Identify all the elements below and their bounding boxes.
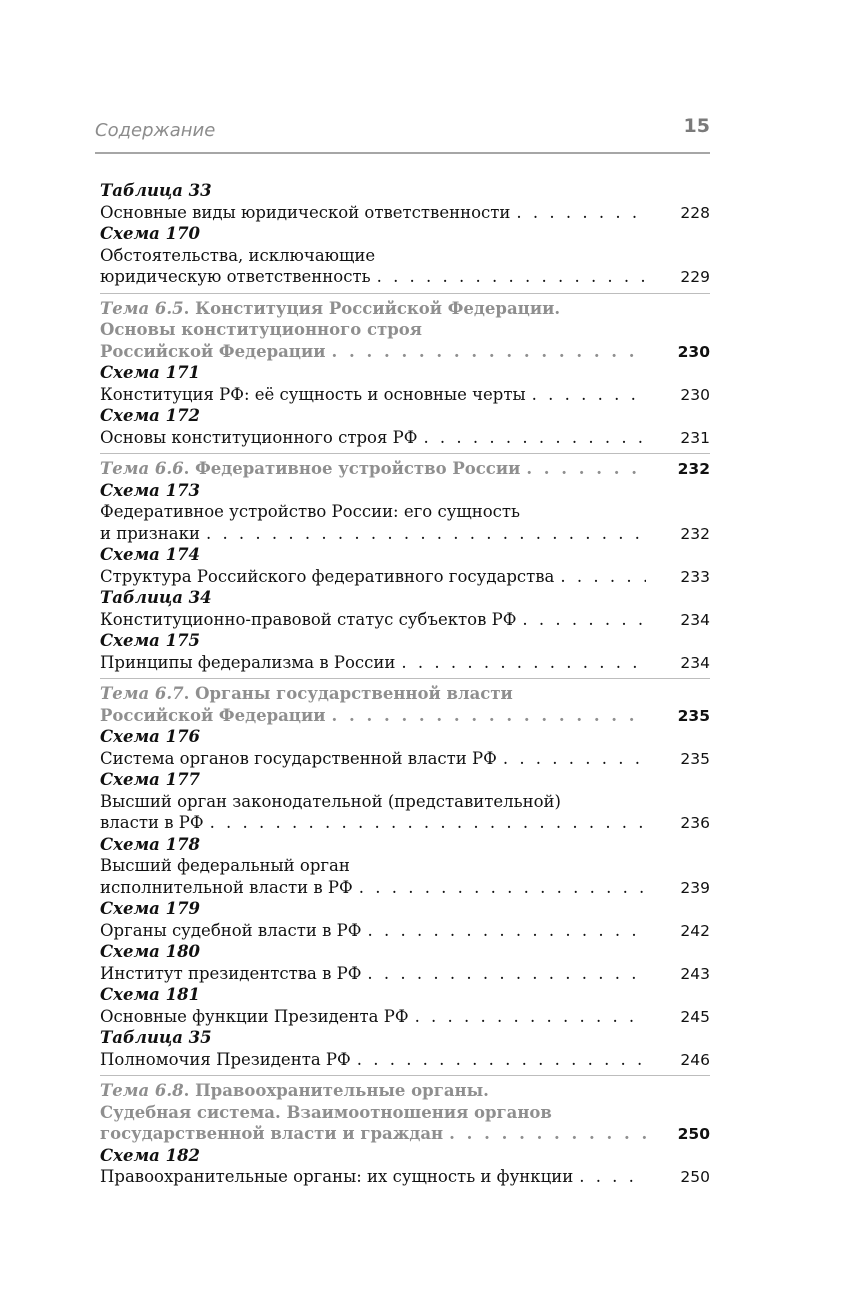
page-header bbox=[95, 112, 710, 154]
entry-page-number: 245 bbox=[680, 1007, 710, 1026]
topic-divider bbox=[100, 678, 710, 679]
running-title: Содержание bbox=[95, 120, 216, 141]
entry-title-line: юридическую ответственность bbox=[100, 267, 371, 286]
entry-page-number: 230 bbox=[680, 385, 710, 404]
toc-entry[interactable] bbox=[100, 941, 710, 984]
entry-title-line: и признаки bbox=[100, 523, 200, 543]
entry-title-line: . Правоохранительные органы. bbox=[183, 1081, 489, 1100]
toc-entry[interactable] bbox=[100, 769, 710, 834]
toc-entry[interactable] bbox=[100, 544, 710, 587]
leader-dots bbox=[401, 652, 646, 674]
leader-dots bbox=[367, 963, 646, 985]
leader-dots bbox=[331, 705, 646, 727]
table-of-contents bbox=[100, 180, 710, 1188]
leader-dots bbox=[423, 427, 646, 449]
entry-page-number: 229 bbox=[680, 268, 710, 286]
entry-label: Схема 181 bbox=[100, 985, 201, 1004]
entry-title-line: Система органов государственной власти РФ bbox=[100, 748, 497, 768]
topic-number: Тема 6.7 bbox=[100, 684, 184, 703]
leader-dots bbox=[532, 384, 646, 406]
entry-title-line: Конституция РФ: её сущность и основные черты bbox=[100, 384, 526, 404]
leader-dots bbox=[415, 1006, 646, 1028]
leader-dots bbox=[503, 748, 646, 770]
entry-label: Схема 177 bbox=[100, 770, 201, 789]
page-number: 15 bbox=[683, 115, 710, 137]
toc-entry[interactable] bbox=[100, 834, 710, 899]
toc-entry[interactable] bbox=[100, 1027, 710, 1070]
leader-dots bbox=[210, 812, 646, 834]
toc-entry[interactable] bbox=[100, 223, 710, 288]
toc-entry[interactable] bbox=[100, 587, 710, 630]
entry-label: Схема 172 bbox=[100, 406, 201, 425]
entry-title-line: Обстоятельства, исключающие bbox=[100, 245, 376, 265]
leader-dots bbox=[359, 877, 646, 899]
entry-label: Схема 171 bbox=[100, 363, 201, 382]
entry-label: Схема 174 bbox=[100, 545, 201, 564]
entry-title-line: Правоохранительные органы: их сущность и функции bbox=[100, 1167, 574, 1186]
entry-page-number: 235 bbox=[680, 749, 710, 768]
entry-title-line: Основные виды юридической ответственности bbox=[100, 202, 511, 222]
leader-dots bbox=[522, 609, 646, 631]
entry-label: Схема 173 bbox=[100, 480, 201, 500]
entry-title-line: Полномочия Президента РФ bbox=[100, 1049, 351, 1069]
topic-number: Тема 6.8 bbox=[100, 1081, 184, 1100]
leader-dots bbox=[526, 458, 646, 480]
leader-dots bbox=[516, 202, 646, 224]
toc-topic-entry[interactable] bbox=[100, 458, 710, 480]
leader-dots bbox=[579, 1166, 646, 1188]
topic-number: Тема 6.5 bbox=[100, 298, 184, 318]
entry-title-line: . Органы государственной власти bbox=[183, 684, 513, 703]
entry-page-number: 234 bbox=[680, 653, 710, 672]
toc-entry[interactable] bbox=[100, 1145, 710, 1188]
entry-page-number: 231 bbox=[680, 428, 710, 447]
entry-label: Схема 180 bbox=[100, 942, 201, 961]
toc-entry[interactable] bbox=[100, 180, 710, 223]
entry-title-line: . Федеративное устройство России bbox=[183, 459, 521, 478]
toc-entry[interactable] bbox=[100, 480, 710, 545]
toc-topic-entry[interactable] bbox=[100, 298, 710, 363]
entry-page-number: 230 bbox=[677, 342, 710, 361]
topic-divider bbox=[100, 293, 710, 294]
entry-title-line: Высший орган законодательной (представительной) bbox=[100, 791, 561, 811]
entry-title-line: Российской Федерации bbox=[100, 705, 326, 725]
entry-title-line: Институт президентства в РФ bbox=[100, 963, 362, 983]
entry-page-number: 250 bbox=[677, 1125, 710, 1143]
entry-page-number: 250 bbox=[680, 1168, 710, 1186]
entry-page-number: 239 bbox=[680, 878, 710, 897]
entry-page-number: 232 bbox=[680, 524, 710, 543]
entry-label: Схема 179 bbox=[100, 899, 201, 918]
entry-page-number: 233 bbox=[680, 567, 710, 586]
entry-title-line: Структура Российского федеративного государства bbox=[100, 566, 555, 586]
entry-title-line: Основы конституционного строя bbox=[100, 320, 422, 339]
entry-title-line: государственной власти и граждан bbox=[100, 1124, 444, 1143]
entry-page-number: 243 bbox=[680, 964, 710, 983]
toc-entry[interactable] bbox=[100, 630, 710, 673]
entry-label: Схема 178 bbox=[100, 834, 201, 854]
entry-title-line: исполнительной власти в РФ bbox=[100, 877, 353, 897]
toc-entry[interactable] bbox=[100, 362, 710, 405]
leader-dots bbox=[449, 1123, 646, 1145]
leader-dots bbox=[206, 523, 646, 545]
entry-label: Схема 175 bbox=[100, 631, 201, 650]
toc-entry[interactable] bbox=[100, 405, 710, 448]
entry-page-number: 246 bbox=[680, 1050, 710, 1069]
topic-number: Тема 6.6 bbox=[100, 459, 184, 478]
entry-label: Схема 182 bbox=[100, 1145, 201, 1165]
entry-title-line: Конституционно-правовой статус субъектов РФ bbox=[100, 609, 517, 629]
leader-dots bbox=[560, 566, 646, 588]
entry-title-line: Российской Федерации bbox=[100, 341, 326, 361]
entry-title-line: Органы судебной власти в РФ bbox=[100, 920, 362, 940]
entry-page-number: 242 bbox=[680, 921, 710, 940]
leader-dots bbox=[357, 1049, 646, 1071]
entry-page-number: 234 bbox=[680, 610, 710, 629]
entry-label: Таблица 33 bbox=[100, 181, 212, 200]
leader-dots bbox=[377, 266, 646, 288]
entry-label: Схема 176 bbox=[100, 727, 201, 746]
entry-page-number: 228 bbox=[680, 203, 710, 222]
entry-title-line: Основные функции Президента РФ bbox=[100, 1006, 409, 1026]
toc-topic-entry[interactable] bbox=[100, 1080, 710, 1145]
toc-topic-entry[interactable] bbox=[100, 683, 710, 726]
entry-label: Таблица 35 bbox=[100, 1028, 212, 1047]
entry-page-number: 235 bbox=[677, 706, 710, 725]
entry-title-line: власти в РФ bbox=[100, 813, 204, 832]
entry-label: Схема 170 bbox=[100, 224, 201, 243]
toc-entry[interactable] bbox=[100, 726, 710, 769]
entry-title-line: Федеративное устройство России: его сущность bbox=[100, 502, 521, 521]
leader-dots bbox=[367, 920, 646, 942]
topic-divider bbox=[100, 1075, 710, 1076]
entry-page-number: 232 bbox=[677, 460, 710, 478]
entry-title-line: . Конституция Российской Федерации. bbox=[183, 298, 561, 318]
entry-title-line: Судебная система. Взаимоотношения органов bbox=[100, 1102, 552, 1122]
toc-entry[interactable] bbox=[100, 898, 710, 941]
entry-page-number: 236 bbox=[680, 814, 710, 832]
topic-divider bbox=[100, 453, 710, 454]
entry-title-line: Принципы федерализма в России bbox=[100, 652, 396, 672]
leader-dots bbox=[331, 341, 646, 363]
entry-label: Таблица 34 bbox=[100, 588, 212, 607]
toc-entry[interactable] bbox=[100, 984, 710, 1027]
entry-title-line: Основы конституционного строя РФ bbox=[100, 427, 418, 447]
entry-title-line: Высший федеральный орган bbox=[100, 856, 350, 875]
